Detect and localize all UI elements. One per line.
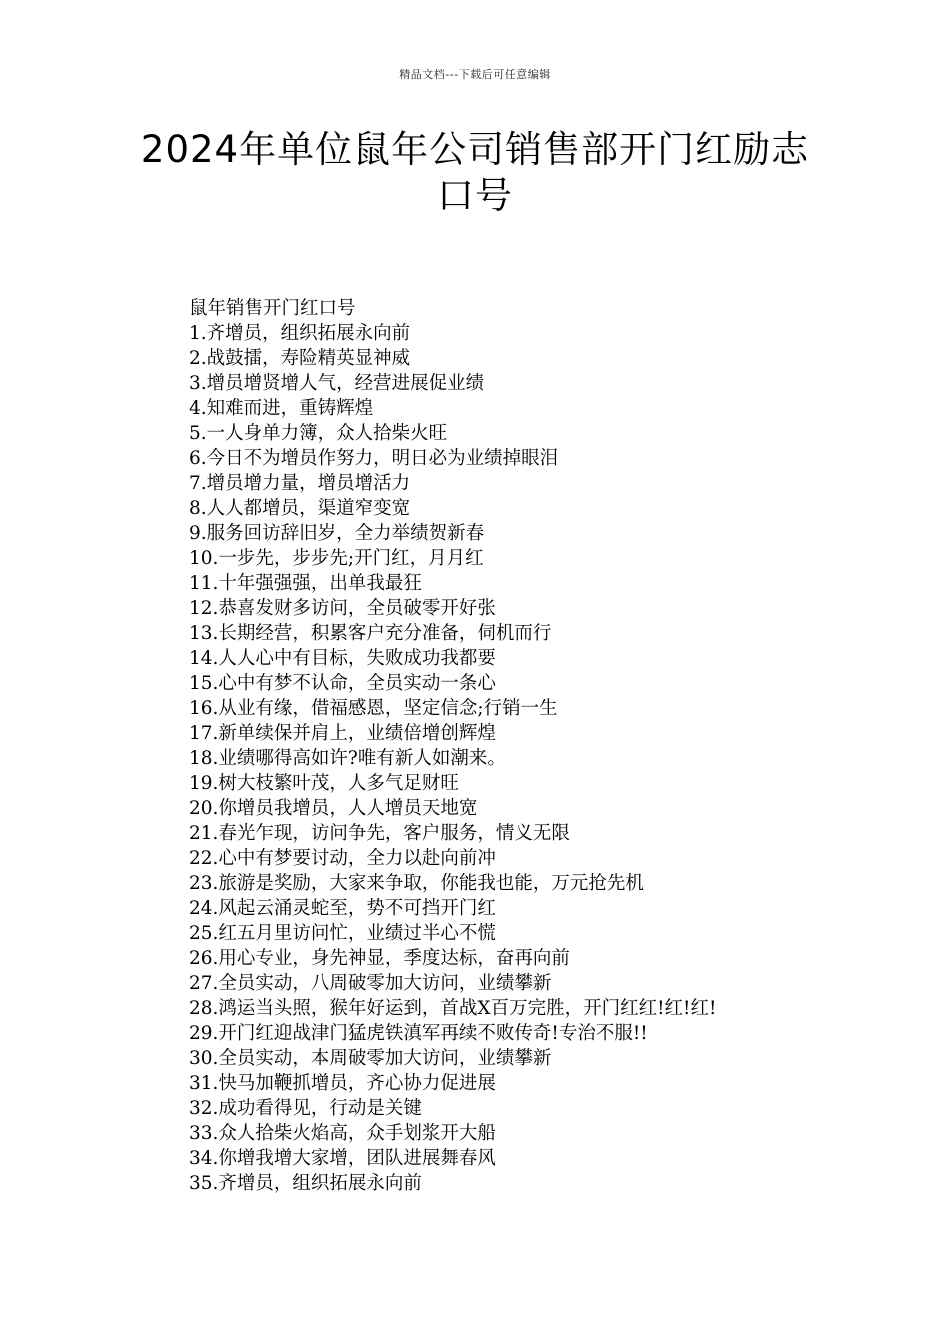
slogan-item: 16.从业有缘，借福感恩，坚定信念;行销一生 <box>189 698 558 719</box>
slogan-item: 5.一人身单力簿，众人拾柴火旺 <box>189 423 448 444</box>
slogan-item: 34.你增我增大家增，团队进展舞春风 <box>189 1148 496 1169</box>
title-line-2: 口号 <box>437 174 513 217</box>
slogan-item: 19.树大枝繁叶茂，人多气足财旺 <box>189 773 459 794</box>
title-line-1: 2024年单位鼠年公司销售部开门红励志 <box>140 128 810 171</box>
slogan-item: 4.知难而进，重铸辉煌 <box>189 398 374 419</box>
slogan-item: 21.春光乍现，访问争先，客户服务，情义无限 <box>189 823 570 844</box>
slogan-item: 3.增员增贤增人气，经营进展促业绩 <box>189 373 485 394</box>
slogan-item: 11.十年强强强，出单我最狂 <box>189 573 422 594</box>
slogan-item: 30.全员实动，本周破零加大访问，业绩攀新 <box>189 1048 552 1069</box>
slogan-item: 35.齐增员，组织拓展永向前 <box>189 1173 422 1194</box>
slogan-item: 24.风起云涌灵蛇至，势不可挡开门红 <box>189 898 496 919</box>
slogan-item: 8.人人都增员，渠道窄变宽 <box>189 498 411 519</box>
slogan-item: 29.开门红迎战津门猛虎铁滇军再续不败传奇!专治不服!! <box>189 1023 648 1044</box>
page-header: 精品文档---下载后可任意编辑 <box>399 68 551 81</box>
slogan-item: 33.众人拾柴火焰高，众手划浆开大船 <box>189 1123 496 1144</box>
document-title <box>120 127 830 219</box>
slogan-item: 12.恭喜发财多访问，全员破零开好张 <box>189 598 496 619</box>
slogan-item: 7.增员增力量，增员增活力 <box>189 473 411 494</box>
slogan-list <box>145 321 815 1196</box>
slogan-item: 13.长期经营，积累客户充分准备，伺机而行 <box>189 623 552 644</box>
subheading: 鼠年销售开门红口号 <box>189 298 356 319</box>
slogan-item: 6.今日不为增员作努力，明日必为业绩掉眼泪 <box>189 448 559 469</box>
slogan-item: 9.服务回访辞旧岁，全力举绩贺新春 <box>189 523 485 544</box>
slogan-item: 23.旅游是奖励，大家来争取，你能我也能，万元抢先机 <box>189 873 644 894</box>
slogan-item: 1.齐增员，组织拓展永向前 <box>189 323 411 344</box>
slogan-item: 22.心中有梦要讨动，全力以赴向前冲 <box>189 848 496 869</box>
slogan-item: 25.红五月里访问忙，业绩过半心不慌 <box>189 923 496 944</box>
slogan-item: 15.心中有梦不认命，全员实动一条心 <box>189 673 496 694</box>
slogan-item: 2.战鼓擂，寿险精英显神威 <box>189 348 411 369</box>
slogan-item: 28.鸿运当头照，猴年好运到，首战X百万完胜，开门红红!红!红! <box>189 998 717 1019</box>
slogan-item: 26.用心专业，身先神显，季度达标，奋再向前 <box>189 948 570 969</box>
slogan-item: 32.成功看得见，行动是关键 <box>189 1098 422 1119</box>
slogan-item: 20.你增员我增员，人人增员天地宽 <box>189 798 478 819</box>
slogan-item: 17.新单续保并肩上，业绩倍增创辉煌 <box>189 723 496 744</box>
slogan-item: 18.业绩哪得高如许?唯有新人如潮来。 <box>189 748 506 769</box>
document-body <box>145 296 815 1196</box>
slogan-item: 10.一步先，步步先;开门红，月月红 <box>189 548 484 569</box>
slogan-item: 14.人人心中有目标，失败成功我都要 <box>189 648 496 669</box>
slogan-item: 27.全员实动，八周破零加大访问，业绩攀新 <box>189 973 552 994</box>
slogan-item: 31.快马加鞭抓增员，齐心协力促进展 <box>189 1073 496 1094</box>
